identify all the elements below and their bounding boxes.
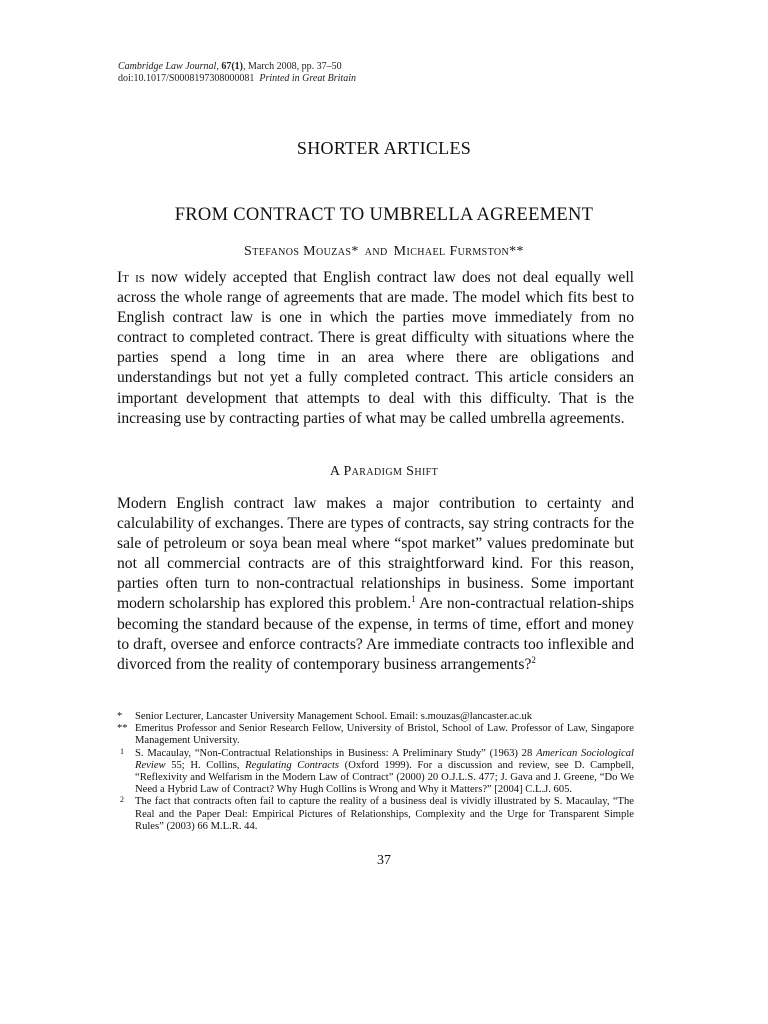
book-title: Regulating Contracts xyxy=(245,759,340,771)
issue-info: , March 2008, pp. 37–50 xyxy=(243,61,342,72)
footnote-text: S. Macaulay, “Non-Contractual Relationships in Business: A Preliminary Study” (1963) 28 xyxy=(135,747,537,759)
citation-line xyxy=(118,61,356,73)
printed-in: Printed in Great Britain xyxy=(259,73,356,84)
footnote-text: Emeritus Professor and Senior Research Fellow, University of Bristol, School of Law. Professor of Law, Singapore Management University. xyxy=(135,723,634,747)
footnote-mark: 1 xyxy=(120,746,124,756)
footnotes xyxy=(117,711,634,833)
subheading: A Paradigm Shift xyxy=(329,464,439,479)
footnote-mark: ** xyxy=(117,723,128,735)
footnote-text: Senior Lecturer, Lancaster University Management School. Email: s.mouzas@lancaster.ac.uk xyxy=(135,711,533,722)
volume: 67(1) xyxy=(221,61,244,72)
intro-paragraph xyxy=(117,268,634,429)
section-title: SHORTER ARTICLES xyxy=(296,138,472,158)
journal-header xyxy=(118,61,356,85)
footnote-ref-1: 1 xyxy=(411,594,416,605)
footnote-ref-2: 2 xyxy=(531,654,536,665)
footnote-text: 55; H. Collins, xyxy=(165,759,246,771)
footnote-double-star xyxy=(117,723,634,747)
body-paragraph xyxy=(117,494,634,675)
journal-name: Cambridge Law Journal xyxy=(118,61,217,72)
journal-title: American Sociological Review xyxy=(135,747,634,771)
intro-lead: It is xyxy=(117,269,145,286)
authors xyxy=(0,244,768,260)
citation-separator: , xyxy=(216,61,222,72)
paragraph-part2: Are non-contractual relation-ships becoming the standard because of the expense, in terms of time, effort and money to draft, oversee and enforce contracts? Are immediate contracts too inflexible and divorced from the reality of contemporary business arrangements? xyxy=(117,595,635,673)
intro-text: now widely accepted that English contract law does not deal equally well across the whole range of agreements that are made. The model which fits best to English contract law is one in which the parties move immediately from no contract to completed contract. There is great difficulty with situations where the parties spend a long time in an area where there are obligations and understandings but not yet a fully completed contract. This article considers an important development that attempts to deal with this difficulty. That is the increasing use by contracting parties of what may be called umbrella agreements. xyxy=(117,269,634,427)
footnote-star xyxy=(117,711,634,723)
footnote-1 xyxy=(117,748,634,797)
footnote-mark: 2 xyxy=(120,795,124,805)
footnote-text: (Oxford 1999). For a discussion and review, see D. Campbell, “Reflexivity and Welfarism in the Modern Law of Contract” (2000) 20 O.J.L.S. 477; J. Gava and J. Greene, “Do We Need a Hybrid Law of Contract? Why Hugh Collins is Wrong and Why it Matters?” [2004] C.L.J. 605. xyxy=(135,759,634,796)
doi: doi:10.1017/S0008197308000081 xyxy=(118,73,255,84)
doi-line xyxy=(118,73,356,85)
footnote-mark: * xyxy=(117,711,123,722)
footnote-2 xyxy=(117,796,634,833)
author-second: Michael Furmston** xyxy=(393,244,524,259)
footnote-text: The fact that contracts often fail to capture the reality of a business deal is vividly illustrated by S. Macaulay, “The Real and the Paper Deal: Empirical Pictures of Relationships, Complexity and the Urge for Transparent Simple Rules” (2003) 66 M.L.R. 44. xyxy=(135,796,634,832)
author-first: Stefanos Mouzas* xyxy=(244,244,359,259)
paragraph-part1: Modern English contract law makes a major contribution to certainty and calculability of exchanges. There are types of contracts, say string contracts for the sale of petroleum or soya bean meal where “spot market” values predominate but not all commercial contracts are of this straightforward kind. For this reason, parties often turn to non-contractual relationships in business. Some important modern scholarship has explored this problem. xyxy=(117,495,634,613)
author-conjunction: and xyxy=(364,244,388,259)
article-title: FROM CONTRACT TO UMBRELLA AGREEMENT xyxy=(174,205,594,225)
page-number: 37 xyxy=(377,853,391,868)
